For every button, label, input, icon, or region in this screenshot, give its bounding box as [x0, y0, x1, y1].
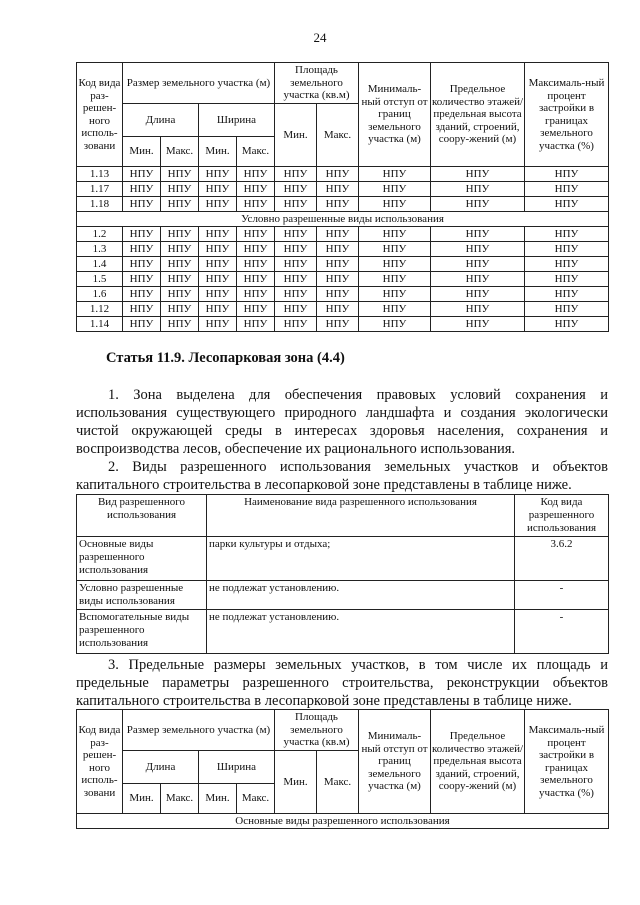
table-cell: НПУ — [359, 182, 431, 197]
main-uses-row — [77, 814, 609, 829]
area-max-header: Макс. — [317, 751, 359, 814]
table-cell: НПУ — [161, 272, 199, 287]
table-cell: НПУ — [359, 242, 431, 257]
coverage-header: Максималь-ный процент застройки в границах земельного участка (%) — [525, 710, 609, 814]
table-cell: НПУ — [237, 317, 275, 332]
table-cell: НПУ — [123, 272, 161, 287]
width-max-header: Макс. — [237, 784, 275, 814]
conditional-uses-label: Условно разрешенные виды использования — [77, 212, 609, 227]
coverage-header: Максималь-ный процент застройки в границах земельного участка (%) — [525, 63, 609, 167]
plot-size-header: Размер земельного участка (м) — [123, 710, 275, 751]
table-cell: 1.12 — [77, 302, 123, 317]
table-cell: Основные виды разрешенного использования — [77, 537, 207, 581]
paragraph-3: 3. Предельные размеры земельных участков, в том числе их площадь и предельные параметры разрешенного строительства, реконструкции объектов капитального строительства в лесопарковой зоне представлены в таблице ниже. — [76, 657, 608, 709]
table-cell: 1.6 — [77, 287, 123, 302]
table-1-header — [77, 63, 609, 167]
floors-header: Предельное количество этажей/ предельная высота зданий, строений, соору-жений (м) — [431, 710, 525, 814]
length-min-header: Мин. — [123, 137, 161, 167]
table-cell: 1.4 — [77, 257, 123, 272]
table-cell: не подлежат установлению. — [207, 581, 515, 610]
use-code-header: Код вида разрешенного использования — [515, 495, 609, 537]
setback-header: Минималь-ный отступ от границ земельного участка (м) — [359, 63, 431, 167]
table-cell: НПУ — [275, 197, 317, 212]
table-cell: НПУ — [317, 287, 359, 302]
table-cell: НПУ — [317, 242, 359, 257]
table-1-body — [77, 167, 609, 332]
area-header: Площадь земельного участка (кв.м) — [275, 63, 359, 104]
table-row — [77, 167, 609, 182]
table-cell: НПУ — [123, 317, 161, 332]
table-cell: НПУ — [525, 272, 609, 287]
table-cell: НПУ — [161, 167, 199, 182]
table-cell: НПУ — [275, 242, 317, 257]
table-cell: НПУ — [275, 257, 317, 272]
parameters-table-2 — [76, 709, 609, 829]
table-cell: НПУ — [237, 272, 275, 287]
table-cell: НПУ — [199, 287, 237, 302]
table-cell: НПУ — [237, 302, 275, 317]
table-cell: НПУ — [275, 287, 317, 302]
table-cell: НПУ — [431, 167, 525, 182]
table-cell: НПУ — [161, 242, 199, 257]
article-heading: Статья 11.9. Лесопарковая зона (4.4) — [106, 350, 345, 366]
table-cell: НПУ — [275, 302, 317, 317]
width-max-header: Макс. — [237, 137, 275, 167]
paragraph-1: 1. Зона выделена для обеспечения правовых условий сохранения и использования существующего природного ландшафта и создания экологически чистой окружающей среды в интересах здоровья населения, сохранения и воспроизводства лесов, обеспечение их рационального использования. — [76, 387, 608, 457]
setback-header: Минималь-ный отступ от границ земельного участка (м) — [359, 710, 431, 814]
permitted-uses-table — [76, 494, 609, 654]
length-min-header: Мин. — [123, 784, 161, 814]
width-header: Ширина — [199, 104, 275, 137]
table-cell: НПУ — [237, 182, 275, 197]
table-cell: НПУ — [317, 227, 359, 242]
table-cell: - — [515, 610, 609, 654]
table-cell: НПУ — [123, 167, 161, 182]
table-cell: НПУ — [237, 257, 275, 272]
table-cell: НПУ — [123, 302, 161, 317]
table-cell: НПУ — [431, 182, 525, 197]
table-cell: НПУ — [359, 197, 431, 212]
table-cell: 3.6.2 — [515, 537, 609, 581]
table-row — [77, 242, 609, 257]
table-cell: 1.17 — [77, 182, 123, 197]
table-cell: НПУ — [275, 182, 317, 197]
conditional-uses-row — [77, 212, 609, 227]
table-cell: НПУ — [525, 302, 609, 317]
table-cell: НПУ — [237, 167, 275, 182]
table-cell: НПУ — [317, 167, 359, 182]
table-cell: НПУ — [161, 182, 199, 197]
table-cell: НПУ — [359, 257, 431, 272]
table-cell: НПУ — [359, 272, 431, 287]
table-cell: НПУ — [161, 287, 199, 302]
table-cell: НПУ — [275, 317, 317, 332]
length-header: Длина — [123, 104, 199, 137]
table-cell: НПУ — [123, 287, 161, 302]
table-cell: НПУ — [161, 302, 199, 317]
table-cell: НПУ — [317, 317, 359, 332]
table-row — [77, 302, 609, 317]
plot-size-header: Размер земельного участка (м) — [123, 63, 275, 104]
table-cell: НПУ — [525, 197, 609, 212]
table-cell: НПУ — [199, 302, 237, 317]
table-cell: парки культуры и отдыха; — [207, 537, 515, 581]
table-row — [77, 197, 609, 212]
table-cell: НПУ — [317, 182, 359, 197]
length-max-header: Макс. — [161, 784, 199, 814]
table-cell: НПУ — [161, 317, 199, 332]
table-cell: 1.18 — [77, 197, 123, 212]
table-row — [77, 182, 609, 197]
area-header: Площадь земельного участка (кв.м) — [275, 710, 359, 751]
table-cell: НПУ — [525, 227, 609, 242]
table-cell: НПУ — [237, 197, 275, 212]
paragraph-2: 2. Виды разрешенного использования земельных участков и объектов капитального строительства в лесопарковой зоне представлены в таблице ниже. — [76, 459, 608, 493]
table-cell: НПУ — [525, 242, 609, 257]
table-cell: НПУ — [237, 287, 275, 302]
use-name-header: Наименование вида разрешенного использования — [207, 495, 515, 537]
table-cell: НПУ — [317, 197, 359, 212]
table-row — [77, 537, 609, 581]
table-cell: Условно разрешенные виды использования — [77, 581, 207, 610]
width-min-header: Мин. — [199, 137, 237, 167]
table-cell: НПУ — [123, 197, 161, 212]
table-row — [77, 317, 609, 332]
table-cell: НПУ — [317, 272, 359, 287]
table-cell: не подлежат установлению. — [207, 610, 515, 654]
table-cell: НПУ — [525, 257, 609, 272]
table-cell: НПУ — [199, 272, 237, 287]
table-cell: - — [515, 581, 609, 610]
table-cell: НПУ — [123, 182, 161, 197]
table-header-row — [77, 495, 609, 537]
table-row — [77, 257, 609, 272]
table-cell: НПУ — [199, 182, 237, 197]
length-max-header: Макс. — [161, 137, 199, 167]
table-cell: НПУ — [317, 257, 359, 272]
table-cell: НПУ — [161, 257, 199, 272]
table-cell: НПУ — [525, 167, 609, 182]
table-cell: НПУ — [123, 257, 161, 272]
table-cell: НПУ — [199, 242, 237, 257]
area-min-header: Мин. — [275, 104, 317, 167]
table-cell: НПУ — [359, 287, 431, 302]
table-cell: 1.3 — [77, 242, 123, 257]
table-cell: НПУ — [161, 227, 199, 242]
table-cell: НПУ — [525, 317, 609, 332]
width-min-header: Мин. — [199, 784, 237, 814]
table-cell: НПУ — [123, 227, 161, 242]
table-cell: НПУ — [199, 317, 237, 332]
table-row — [77, 287, 609, 302]
table-cell: НПУ — [359, 167, 431, 182]
table-cell: НПУ — [237, 227, 275, 242]
table-cell: НПУ — [275, 272, 317, 287]
main-uses-label: Основные виды разрешенного использования — [77, 814, 609, 829]
table-cell: НПУ — [317, 302, 359, 317]
code-header: Код вида раз-решен-ного исполь-зовани — [77, 63, 123, 167]
table-row — [77, 581, 609, 610]
table-cell: НПУ — [123, 242, 161, 257]
table-cell: НПУ — [275, 167, 317, 182]
table-row — [77, 227, 609, 242]
table-cell: НПУ — [431, 317, 525, 332]
parameters-table-1 — [76, 62, 609, 332]
table-cell: НПУ — [431, 227, 525, 242]
table-cell: 1.14 — [77, 317, 123, 332]
table-cell: Вспомогательные виды разрешенного использования — [77, 610, 207, 654]
table-cell: НПУ — [525, 182, 609, 197]
table-cell: НПУ — [431, 287, 525, 302]
table-cell: НПУ — [431, 257, 525, 272]
length-header: Длина — [123, 751, 199, 784]
table-cell: НПУ — [525, 287, 609, 302]
table-2-header — [77, 710, 609, 814]
table-row — [77, 610, 609, 654]
width-header: Ширина — [199, 751, 275, 784]
table-row — [77, 272, 609, 287]
floors-header: Предельное количество этажей/ предельная высота зданий, строений, соору-жений (м) — [431, 63, 525, 167]
table-cell: НПУ — [161, 197, 199, 212]
table-cell: НПУ — [431, 197, 525, 212]
table-cell: 1.2 — [77, 227, 123, 242]
table-cell: НПУ — [359, 227, 431, 242]
table-cell: 1.13 — [77, 167, 123, 182]
table-cell: НПУ — [359, 302, 431, 317]
table-cell: НПУ — [275, 227, 317, 242]
table-cell: НПУ — [237, 242, 275, 257]
area-min-header: Мин. — [275, 751, 317, 814]
table-cell: НПУ — [199, 197, 237, 212]
table-cell: НПУ — [359, 317, 431, 332]
table-cell: НПУ — [199, 257, 237, 272]
page-number: 24 — [313, 30, 327, 45]
table-cell: НПУ — [431, 302, 525, 317]
area-max-header: Макс. — [317, 104, 359, 167]
use-type-header: Вид разрешенного использования — [77, 495, 207, 537]
table-cell: НПУ — [199, 227, 237, 242]
table-cell: НПУ — [199, 167, 237, 182]
table-cell: 1.5 — [77, 272, 123, 287]
code-header: Код вида раз-решен-ного исполь-зовани — [77, 710, 123, 814]
table-cell: НПУ — [431, 272, 525, 287]
table-cell: НПУ — [431, 242, 525, 257]
